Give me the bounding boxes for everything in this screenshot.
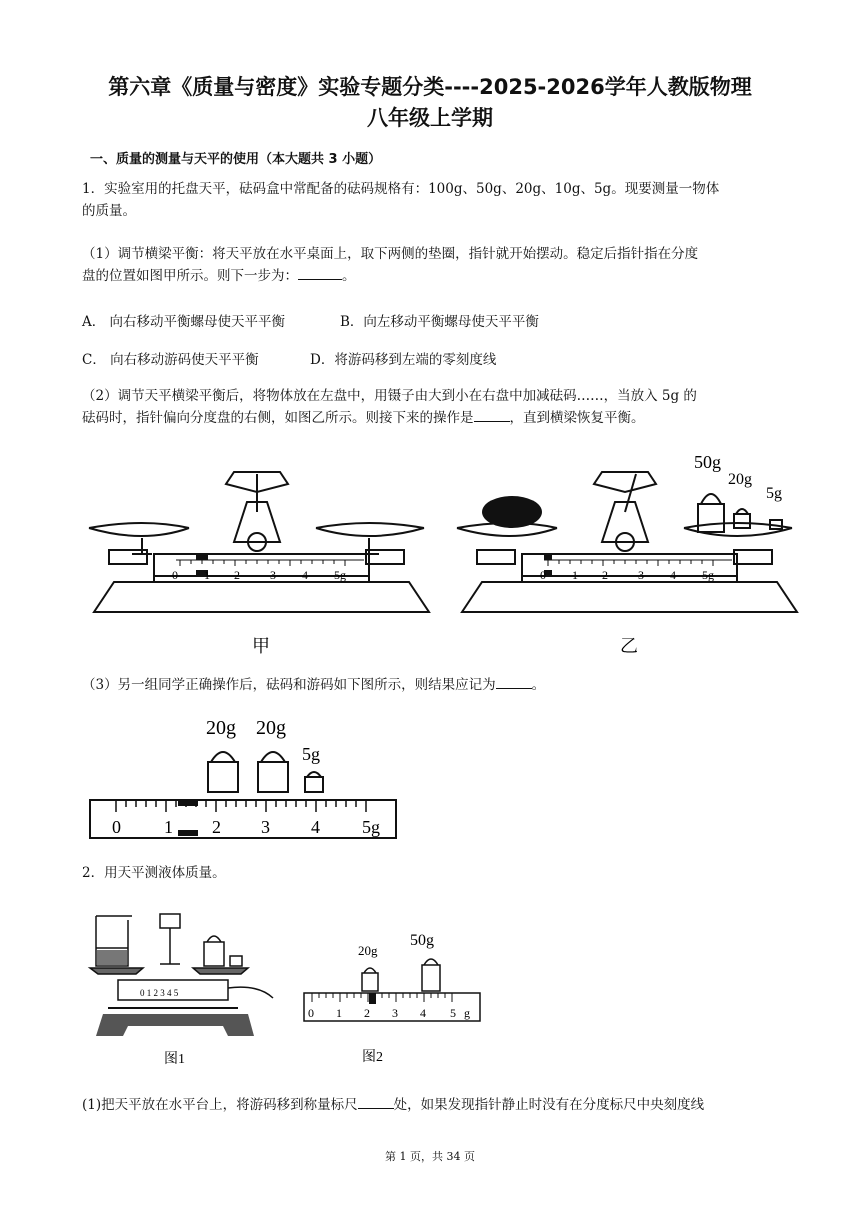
- option-d: D．将游码移到左端的零刻度线: [310, 352, 497, 368]
- answer-blank: [298, 265, 342, 280]
- q2-part1: (1)把天平放在水平台上，将游码移到称量标尺 处，如果发现指针静止时没有在分度标尺中央刻度线: [82, 1094, 782, 1116]
- scale-label: 0: [112, 817, 121, 837]
- scale-label: 4: [302, 568, 308, 582]
- scale-label: 1: [572, 568, 578, 582]
- scale-label: 0: [540, 568, 546, 582]
- scale-label: 2: [234, 568, 240, 582]
- option-b: B．向左移动平衡螺母使天平平衡: [340, 314, 539, 330]
- balance-figure-jia: [84, 462, 444, 662]
- figure-label-yi: 乙: [620, 636, 638, 656]
- scale-label: 3: [261, 817, 270, 837]
- scale-label: 3: [270, 568, 276, 582]
- figure-label-jia: 甲: [252, 636, 270, 656]
- q2-stem: 2．用天平测液体质量。: [82, 865, 226, 881]
- weights-rider-figure-2: [300, 925, 490, 1075]
- balance-figure-1: [88, 908, 288, 1068]
- weight-label-20g: 20g: [206, 717, 236, 739]
- balance-figure-yi: [452, 448, 812, 662]
- scale-label: 2: [602, 568, 608, 582]
- scale-label: g: [464, 1006, 470, 1020]
- answer-blank: [496, 674, 532, 689]
- scale-label: 5g: [334, 568, 346, 582]
- scale-label: 1: [164, 817, 173, 837]
- scale-label: 2: [212, 817, 221, 837]
- scale-label: 3: [392, 1006, 398, 1020]
- scale-label: 5g: [702, 568, 714, 582]
- scale-label: 4: [670, 568, 676, 582]
- page-footer: 第 1 页，共 34 页: [385, 1150, 475, 1163]
- figure-label-1: 图1: [164, 1052, 185, 1067]
- q1-part2: （2）调节天平横梁平衡后，将物体放在左盘中，用镊子由大到小在右盘中加减砝码……，当放入 5g 的 砝码时，指针偏向分度盘的右侧，如图乙所示。则接下来的操作是 ，直到横梁恢复平衡。: [82, 388, 697, 426]
- section-heading: 一、质量的测量与天平的使用（本大题共 3 小题）: [90, 152, 382, 167]
- weight-label-20g: 20g: [256, 717, 286, 739]
- scale-label: 0 1 2 3 4 5: [140, 988, 179, 998]
- scale-label: 1: [336, 1006, 342, 1020]
- q1-stem: 1．实验室用的托盘天平，砝码盒中常配备的砝码规格有：100g、50g、20g、10g、5g。现要测量一物体 的质量。: [82, 181, 720, 219]
- weight-label-5g: 5g: [766, 485, 782, 502]
- scale-label: 5g: [362, 817, 380, 837]
- weight-label-5g: 5g: [302, 744, 320, 764]
- weight-label-20g: 20g: [358, 943, 378, 958]
- doc-title-line1: 第六章《质量与密度》实验专题分类----2025-2026学年人教版物理: [108, 75, 752, 99]
- figure-label-2: 图2: [362, 1050, 383, 1065]
- scale-label: 5: [450, 1006, 456, 1020]
- option-a: A． 向右移动平衡螺母使天平平衡: [82, 314, 286, 330]
- weights-rider-figure: [88, 712, 398, 842]
- scale-label: 0: [172, 568, 178, 582]
- scale-label: 4: [311, 817, 320, 837]
- answer-blank: [358, 1094, 394, 1109]
- option-c: C． 向右移动游码使天平平衡: [82, 352, 259, 368]
- weight-label-50g: 50g: [410, 932, 434, 949]
- scale-label: 0: [308, 1006, 314, 1020]
- answer-blank: [474, 407, 510, 422]
- scale-label: 4: [420, 1006, 426, 1020]
- weight-label-20g: 20g: [728, 471, 752, 488]
- scale-label: 2: [364, 1006, 370, 1020]
- q1-part3: （3）另一组同学正确操作后，砝码和游码如下图所示，则结果应记为 。: [82, 674, 782, 696]
- weight-label-50g: 50g: [694, 452, 721, 472]
- doc-title-line2: 八年级上学期: [367, 106, 493, 130]
- scale-label: 1: [204, 568, 210, 582]
- q1-part1: （1）调节横梁平衡：将天平放在水平桌面上，取下两侧的垫圈，指针就开始摆动。稳定后指针指在分度 盘的位置如图甲所示。则下一步为： 。: [82, 246, 699, 284]
- scale-label: 3: [638, 568, 644, 582]
